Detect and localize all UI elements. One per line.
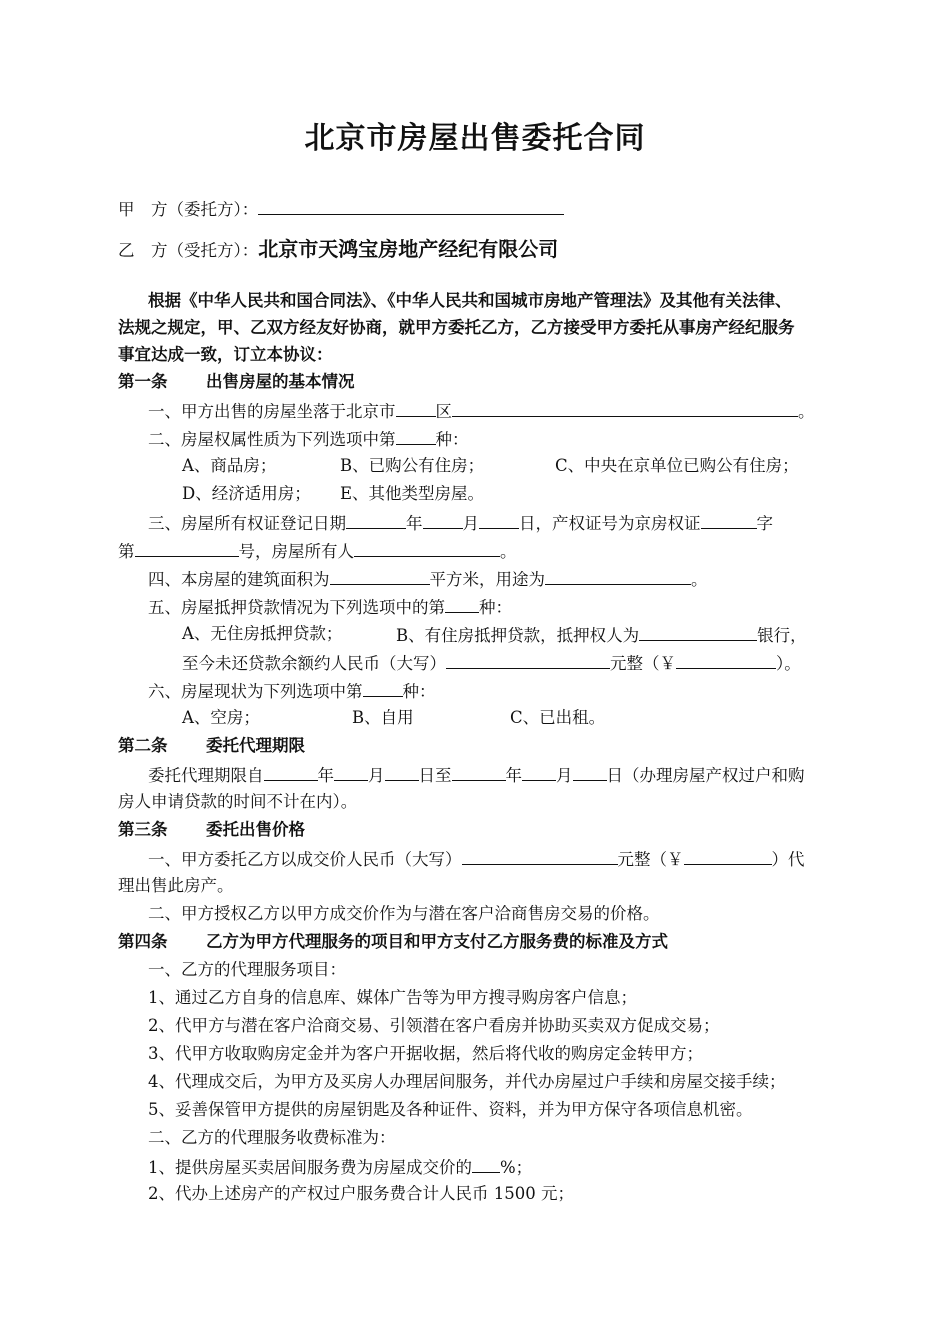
- text: 一、甲方出售的房屋坐落于北京市: [148, 402, 396, 421]
- text: 区: [435, 402, 452, 421]
- text: 四、本房屋的建筑面积为: [148, 570, 330, 589]
- reg-year-blank[interactable]: [346, 511, 406, 529]
- page-title: 北京市房屋出售委托合同: [304, 121, 646, 156]
- text: 日（办理房屋产权过户和购: [606, 766, 805, 785]
- service-item-3: 3、代甲方收取购房定金并为客户开据收据，然后将代收的购房定金转甲方；: [148, 1044, 703, 1063]
- status-option-c: C、已出租。: [510, 708, 606, 727]
- party-b-line: [118, 238, 558, 262]
- option-a: A、商品房；: [182, 456, 277, 475]
- option-d: D、经济适用房；: [182, 484, 311, 503]
- text: 1、提供房屋买卖居间服务费为房屋成交价的: [148, 1158, 472, 1177]
- text: 月: [556, 766, 573, 785]
- text: 五、房屋抵押贷款情况为下列选项中的第: [148, 598, 445, 617]
- cert-number-blank[interactable]: [135, 539, 239, 557]
- service-item-1: 1、通过乙方自身的信息库、媒体广告等为甲方搜寻购房客户信息；: [148, 988, 637, 1007]
- text: 日至: [418, 766, 452, 785]
- fee-percent-blank[interactable]: [472, 1155, 500, 1173]
- price-words-blank[interactable]: [462, 847, 618, 865]
- mortgage-remaining: [182, 651, 801, 675]
- text: 。: [798, 402, 815, 421]
- loan-amount-words-blank[interactable]: [446, 651, 610, 669]
- text: 日，产权证号为京房权证: [519, 514, 701, 533]
- text: 种：: [402, 682, 436, 701]
- option-b: B、已购公有住房；: [340, 456, 485, 475]
- article-1-heading: [118, 371, 355, 393]
- service-item-5: 5、妥善保管甲方提供的房屋钥匙及各种证件、资料，并为甲方保守各项信息机密。: [148, 1100, 753, 1119]
- address-blank[interactable]: [452, 399, 798, 417]
- text: 至今未还贷款余额约人民币（大写）: [182, 654, 446, 673]
- text: B、有住房抵押贷款，抵押权人为: [396, 626, 640, 645]
- start-year-blank[interactable]: [264, 763, 318, 781]
- art1-item-2: [148, 427, 469, 451]
- art3-item-1-cont: 理出售此房产。: [118, 876, 234, 895]
- end-day-blank[interactable]: [573, 763, 607, 781]
- status-option-b: B、自用: [352, 708, 414, 727]
- text: 元整（￥: [617, 850, 684, 869]
- start-day-blank[interactable]: [385, 763, 419, 781]
- party-a-label: 甲 方（委托方）：: [118, 200, 259, 219]
- fee-item-1: [148, 1155, 532, 1179]
- art1-item-3: [148, 511, 773, 535]
- article-2-heading: [118, 735, 305, 757]
- article-3-number: 第三条: [118, 820, 168, 839]
- preamble-line-3: 事宜达成一致，订立本协议：: [118, 345, 333, 364]
- reg-day-blank[interactable]: [479, 511, 519, 529]
- property-type-blank[interactable]: [396, 427, 436, 445]
- owner-blank[interactable]: [354, 539, 500, 557]
- text: 月: [462, 514, 479, 533]
- article-4-number: 第四条: [118, 932, 168, 951]
- mortgagee-blank[interactable]: [639, 623, 757, 641]
- mortgage-option-blank[interactable]: [445, 595, 479, 613]
- article-2-number: 第二条: [118, 736, 168, 755]
- party-a-blank[interactable]: [258, 197, 564, 215]
- service-item-2: 2、代甲方与潜在客户洽商交易、引领潜在客户看房并协助买卖双方促成交易；: [148, 1016, 720, 1035]
- text: 二、房屋权属性质为下列选项中第: [148, 430, 396, 449]
- area-blank[interactable]: [330, 567, 430, 585]
- mortgage-option-b: [396, 623, 807, 647]
- art1-item-5: [148, 595, 512, 619]
- article-3-heading: [118, 819, 305, 841]
- art4-section-2: 二、乙方的代理服务收费标准为：: [148, 1128, 396, 1147]
- price-figure-blank[interactable]: [684, 847, 772, 865]
- text: 种：: [435, 430, 469, 449]
- start-month-blank[interactable]: [334, 763, 368, 781]
- text: ）代: [771, 850, 805, 869]
- end-year-blank[interactable]: [452, 763, 506, 781]
- text: 字: [756, 514, 773, 533]
- article-4-title: 乙方为甲方代理服务的项目和甲方支付乙方服务费的标准及方式: [206, 932, 668, 951]
- party-b-label: 乙 方（受托方）：: [118, 241, 259, 260]
- text: %；: [500, 1158, 533, 1177]
- text: 种：: [479, 598, 512, 617]
- preamble-line-2: 法规之规定，甲、乙双方经友好协商，就甲方委托乙方，乙方接受甲方委托从事房产经纪服务: [118, 318, 795, 337]
- option-c: C、中央在京单位已购公有住房；: [555, 456, 799, 475]
- text: 银行，: [757, 626, 807, 645]
- art1-item-4: [148, 567, 708, 591]
- art1-item-3-cont: [118, 539, 517, 563]
- text: 。: [691, 570, 708, 589]
- text: 一、甲方委托乙方以成交价人民币（大写）: [148, 850, 462, 869]
- text: 。: [500, 542, 517, 561]
- status-option-a: A、空房；: [182, 708, 260, 727]
- preamble-line-1: 根据《中华人民共和国合同法》、《中华人民共和国城市房地产管理法》及其他有关法律、: [148, 291, 792, 310]
- option-e: E、其他类型房屋。: [340, 484, 485, 503]
- text: 年: [406, 514, 423, 533]
- art1-item-1: [148, 399, 815, 423]
- mortgage-option-a: A、无住房抵押贷款；: [182, 624, 343, 643]
- text: 三、房屋所有权证登记日期: [148, 514, 346, 533]
- article-4-heading: [118, 931, 668, 953]
- art2-line-2: 房人申请贷款的时间不计在内）。: [118, 792, 358, 811]
- status-option-blank[interactable]: [363, 679, 403, 697]
- text: ）。: [776, 654, 801, 673]
- cert-char-blank[interactable]: [701, 511, 757, 529]
- art2-line-1: [148, 763, 805, 787]
- art3-item-1: [148, 847, 805, 871]
- text: 年: [317, 766, 334, 785]
- service-item-4: 4、代理成交后，为甲方及买房人办理居间服务，并代办房屋过户手续和房屋交接手续；: [148, 1072, 786, 1091]
- article-3-title: 委托出售价格: [206, 820, 305, 839]
- article-1-number: 第一条: [118, 372, 168, 391]
- text: 第: [118, 542, 135, 561]
- text: 月: [368, 766, 385, 785]
- art3-item-2: 二、甲方授权乙方以甲方成交价作为与潜在客户洽商售房交易的价格。: [148, 904, 660, 923]
- party-b-name: 北京市天鸿宝房地产经纪有限公司: [258, 237, 559, 261]
- text: 六、房屋现状为下列选项中第: [148, 682, 363, 701]
- text: 委托代理期限自: [148, 766, 264, 785]
- article-2-title: 委托代理期限: [206, 736, 305, 755]
- art1-item-6: [148, 679, 436, 703]
- loan-amount-figure-blank[interactable]: [676, 651, 776, 669]
- article-1-title: 出售房屋的基本情况: [206, 372, 355, 391]
- fee-item-2: 2、代办上述房产的产权过户服务费合计人民币 1500 元；: [148, 1184, 574, 1203]
- end-month-blank[interactable]: [522, 763, 556, 781]
- text: 平方米，用途为: [429, 570, 545, 589]
- district-blank[interactable]: [396, 399, 436, 417]
- usage-blank[interactable]: [545, 567, 691, 585]
- party-a-line: [118, 197, 564, 221]
- reg-month-blank[interactable]: [423, 511, 463, 529]
- text: 元整（￥: [610, 654, 676, 673]
- art4-section-1: 一、乙方的代理服务项目：: [148, 960, 346, 979]
- text: 号，房屋所有人: [238, 542, 354, 561]
- text: 年: [505, 766, 522, 785]
